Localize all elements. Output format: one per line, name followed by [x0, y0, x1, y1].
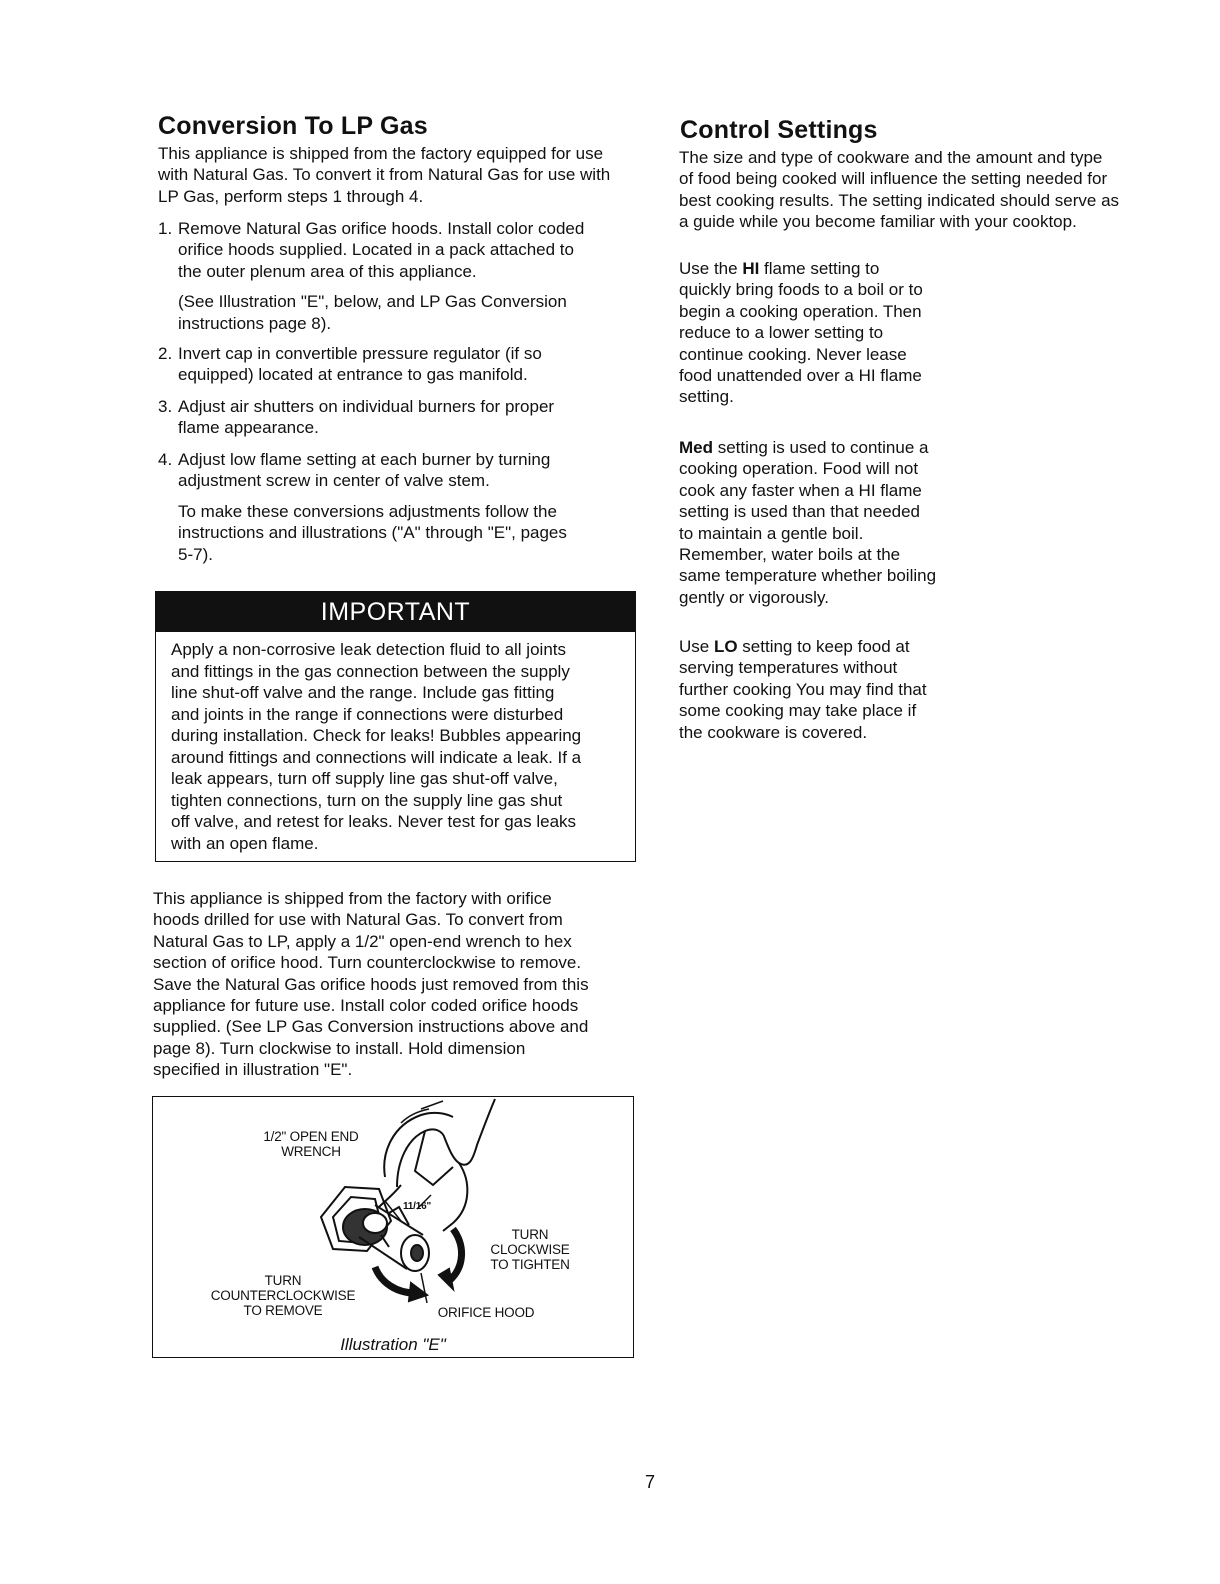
orifice-hood-label: ORIFICE HOOD — [437, 1305, 535, 1320]
step-line: orifice hoods supplied. Located in a pack attached to — [178, 240, 574, 260]
remove-label: TURN COUNTERCLOCKWISE TO REMOVE — [210, 1273, 356, 1318]
med-setting-paragraph: Med setting is used to continue a cooking operation. Food will not cook any faster when a HI flame setting is used than that needed to maintain a gentle boil. Remember, water boils at the same temperature whether boiling gently or vigorously. — [679, 438, 937, 607]
notice-line: Apply a non-corrosive leak detection fluid to all joints — [171, 640, 566, 659]
step-number: 3. — [158, 397, 173, 416]
notice-line: leak appears, turn off supply line gas shut-off valve, — [171, 769, 558, 788]
para-line: specified in illustration "E". — [153, 1060, 353, 1080]
step-note-line: instructions page 8). — [178, 313, 332, 333]
med-keyword: Med — [679, 438, 713, 457]
step-note-line: instructions and illustrations ("A" through "E", pages — [178, 523, 567, 543]
conversion-intro: This appliance is shipped from the factory equipped for use with Natural Gas. To convert it from Natural Gas for use with LP Gas, perform steps 1 through 4. — [158, 144, 611, 206]
tighten-label: TURN CLOCKWISE TO TIGHTEN — [490, 1227, 570, 1272]
hi-setting-paragraph: Use the HI flame setting to quickly bring foods to a boil or to begin a cooking operation. Then reduce to a lower setting to continue cooking. Never lease food unattended over a HI flame setting. — [679, 259, 923, 407]
para-line: supplied. (See LP Gas Conversion instructions above and — [153, 1017, 589, 1037]
wrench-outline — [384, 1113, 453, 1177]
step-number: 4. — [158, 450, 173, 469]
step-number: 2. — [158, 344, 173, 363]
lo-keyword: LO — [713, 637, 738, 656]
step-note-line: To make these conversions adjustments follow the — [178, 501, 557, 521]
orifice-paragraph — [153, 888, 589, 1081]
notice-line: around fittings and connections will indicate a leak. If a — [171, 747, 582, 767]
wrench-label: 1/2" OPEN END WRENCH — [263, 1129, 359, 1159]
lo-setting-paragraph: Use LO setting to keep food at serving temperatures without further cooking You may find that some cooking may take place if the cookware is covered. — [679, 637, 927, 742]
step-line: equipped) located at entrance to gas manifold. — [178, 365, 528, 385]
step-line: Invert cap in convertible pressure regulator (if so — [178, 344, 542, 363]
notice-line: line shut-off valve and the range. Include gas fitting — [171, 683, 555, 702]
dimension-label: 11/16" — [402, 1201, 431, 1212]
step-line: the outer plenum area of this appliance. — [178, 261, 477, 281]
notice-line: with an open flame. — [171, 833, 319, 853]
step-note-line: 5-7). — [178, 544, 213, 564]
step-line: Adjust low flame setting at each burner by turning — [178, 450, 551, 469]
important-text — [171, 639, 631, 854]
step-line: Adjust air shutters on individual burners for proper — [178, 397, 555, 416]
notice-line: during installation. Check for leaks! Bubbles appearing — [171, 726, 582, 745]
notice-line: tighten connections, turn on the supply line gas shut — [171, 790, 563, 810]
notice-line: and fittings in the gas connection between the supply — [171, 661, 570, 681]
illustration-e — [152, 1096, 634, 1358]
hi-keyword: HI — [742, 259, 760, 278]
para-line: hoods drilled for use with Natural Gas. To convert from — [153, 910, 563, 930]
step-line: adjustment screw in center of valve stem. — [178, 471, 490, 491]
step-number: 1. — [158, 219, 173, 238]
counterclockwise-arrow — [375, 1267, 415, 1293]
page-number: 7 — [645, 1472, 656, 1492]
notice-line: off valve, and retest for leaks. Never test for gas leaks — [171, 812, 577, 831]
control-intro: The size and type of cookware and the amount and type of food being cooked will influence the setting needed for best cooking results. The setting indicated should serve as a guide while you become familiar with your cooktop. — [679, 148, 1120, 232]
para-line: This appliance is shipped from the factory with orifice — [153, 889, 552, 908]
para-line: Natural Gas to LP, apply a 1/2" open-end wrench to hex — [153, 931, 572, 951]
illustration-caption: Illustration "E" — [340, 1335, 446, 1354]
important-header: IMPORTANT — [156, 592, 635, 632]
step-note-line: (See Illustration "E", below, and LP Gas Conversion — [178, 292, 567, 312]
clockwise-arrow — [449, 1229, 462, 1281]
important-notice — [155, 591, 636, 862]
section-title-control-settings: Control Settings — [680, 116, 878, 144]
step-line: Remove Natural Gas orifice hoods. Install color coded — [178, 219, 585, 238]
para-line: page 8). Turn clockwise to install. Hold dimension — [153, 1038, 526, 1058]
notice-line: and joints in the range if connections were disturbed — [171, 704, 564, 724]
para-line: Save the Natural Gas orifice hoods just removed from this — [153, 974, 589, 994]
section-title-conversion: Conversion To LP Gas — [158, 112, 428, 140]
step-line: flame appearance. — [178, 418, 319, 438]
para-line: appliance for future use. Install color coded orifice hoods — [153, 996, 579, 1016]
para-line: section of orifice hood. Turn counterclockwise to remove. — [153, 953, 582, 973]
